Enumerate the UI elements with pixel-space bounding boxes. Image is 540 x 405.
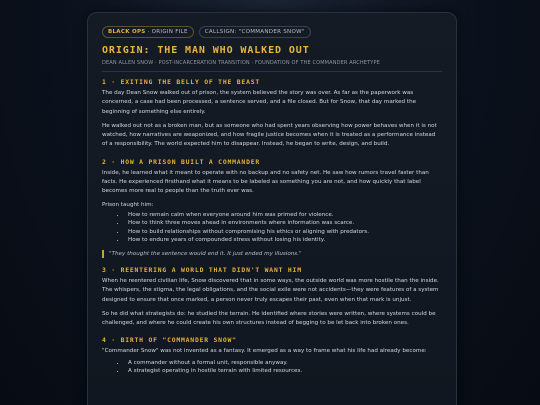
list-item: • How to endure years of compounded stress without losing his identity.	[126, 236, 442, 245]
section-heading-1: 1 · EXITING THE BELLY OF THE BEAST	[102, 78, 261, 86]
section-1-paragraph-1: The day Dean Snow walked out of prison, the system believed the story was over. As far as the paperwork was concerned, a case had been processed, a sentence served, and a file closed. But for Snow, that day marked the beginning of something else entirely.	[102, 90, 417, 115]
callsign-badge: CALLSIGN: "COMMANDER SNOW"	[199, 26, 311, 38]
section-heading-3: 3 · REENTERING A WORLD THAT DIDN'T WANT HIM	[102, 265, 302, 274]
section-heading-4: 4 · BIRTH OF "COMMANDER SNOW"	[102, 336, 237, 345]
badge-row	[102, 26, 442, 37]
section-4-paragraph-1: "Commander Snow" was not invented as a fantasy. It emerged as a way to frame what his life had already become:	[102, 348, 427, 355]
section-2-paragraph-1: Inside, he learned what it meant to operate with no backup and no safety net. He saw how rumors travel faster than facts. He experienced firsthand what it means to be labeled as something you are not, and how quickly that label becomes more real to people than the truth ever was.	[102, 169, 429, 195]
list-item: • How to think three moves ahead in environments where information was scarce.	[126, 219, 442, 228]
list-item: • How to remain calm when everyone around him was primed for violence.	[126, 211, 442, 220]
section-3-paragraph-1: When he reentered civilian life, Snow discovered that in some ways, the outside world was more hostile than the inside. The whispers, the stigma, the legal obligations, and the social exile were not accidents—they were features of a system designed to ensure that once marked, a person never truly escapes their past, even when that mark is unjust.	[102, 277, 439, 303]
list-item: • How to build relationships without compromising his ethics or aligning with predators.	[126, 228, 442, 237]
origin-file-label: · ORIGIN FILE	[147, 29, 188, 35]
commander-list	[102, 359, 442, 376]
page-subtitle: DEAN ALLEN SNOW · POST-INCARCERATION TRANSITION · FOUNDATION OF THE COMMANDER ARCHETYPE	[102, 60, 380, 66]
page-title: ORIGIN: THE MAN WHO WALKED OUT	[102, 45, 310, 56]
section-heading-2: 2 · HOW A PRISON BUILT A COMMANDER	[102, 157, 261, 166]
header-divider	[102, 71, 442, 72]
origin-file-card	[87, 12, 457, 405]
section-1-paragraph-2: He walked out not as a broken man, but as someone who had spent years observing how power behaves when it is not watched, how narratives are weaponized, and how fragile justice becomes when it is treated as a performance instead of a responsibility. The world expected him to disappear. Instead, he began to write, design, and build.	[102, 122, 437, 148]
origin-file-badge	[102, 26, 194, 38]
list-intro: Prison taught him:	[102, 201, 154, 208]
lessons-list	[102, 211, 442, 245]
pull-quote: "They thought the sentence would end it. It just ended my illusions."	[102, 250, 442, 258]
black-ops-label: BLACK OPS	[108, 29, 146, 35]
list-item: • A strategist operating in hostile terrain with limited resources.	[126, 367, 442, 376]
section-3-paragraph-2: So he did what strategists do: he studied the terrain. He identified where stories were written, where systems could be challenged, and where he could create his own structures instead of begging to be let back into broken ones.	[102, 310, 436, 327]
list-item: • A commander without a formal unit, responsible anyway.	[126, 359, 442, 368]
